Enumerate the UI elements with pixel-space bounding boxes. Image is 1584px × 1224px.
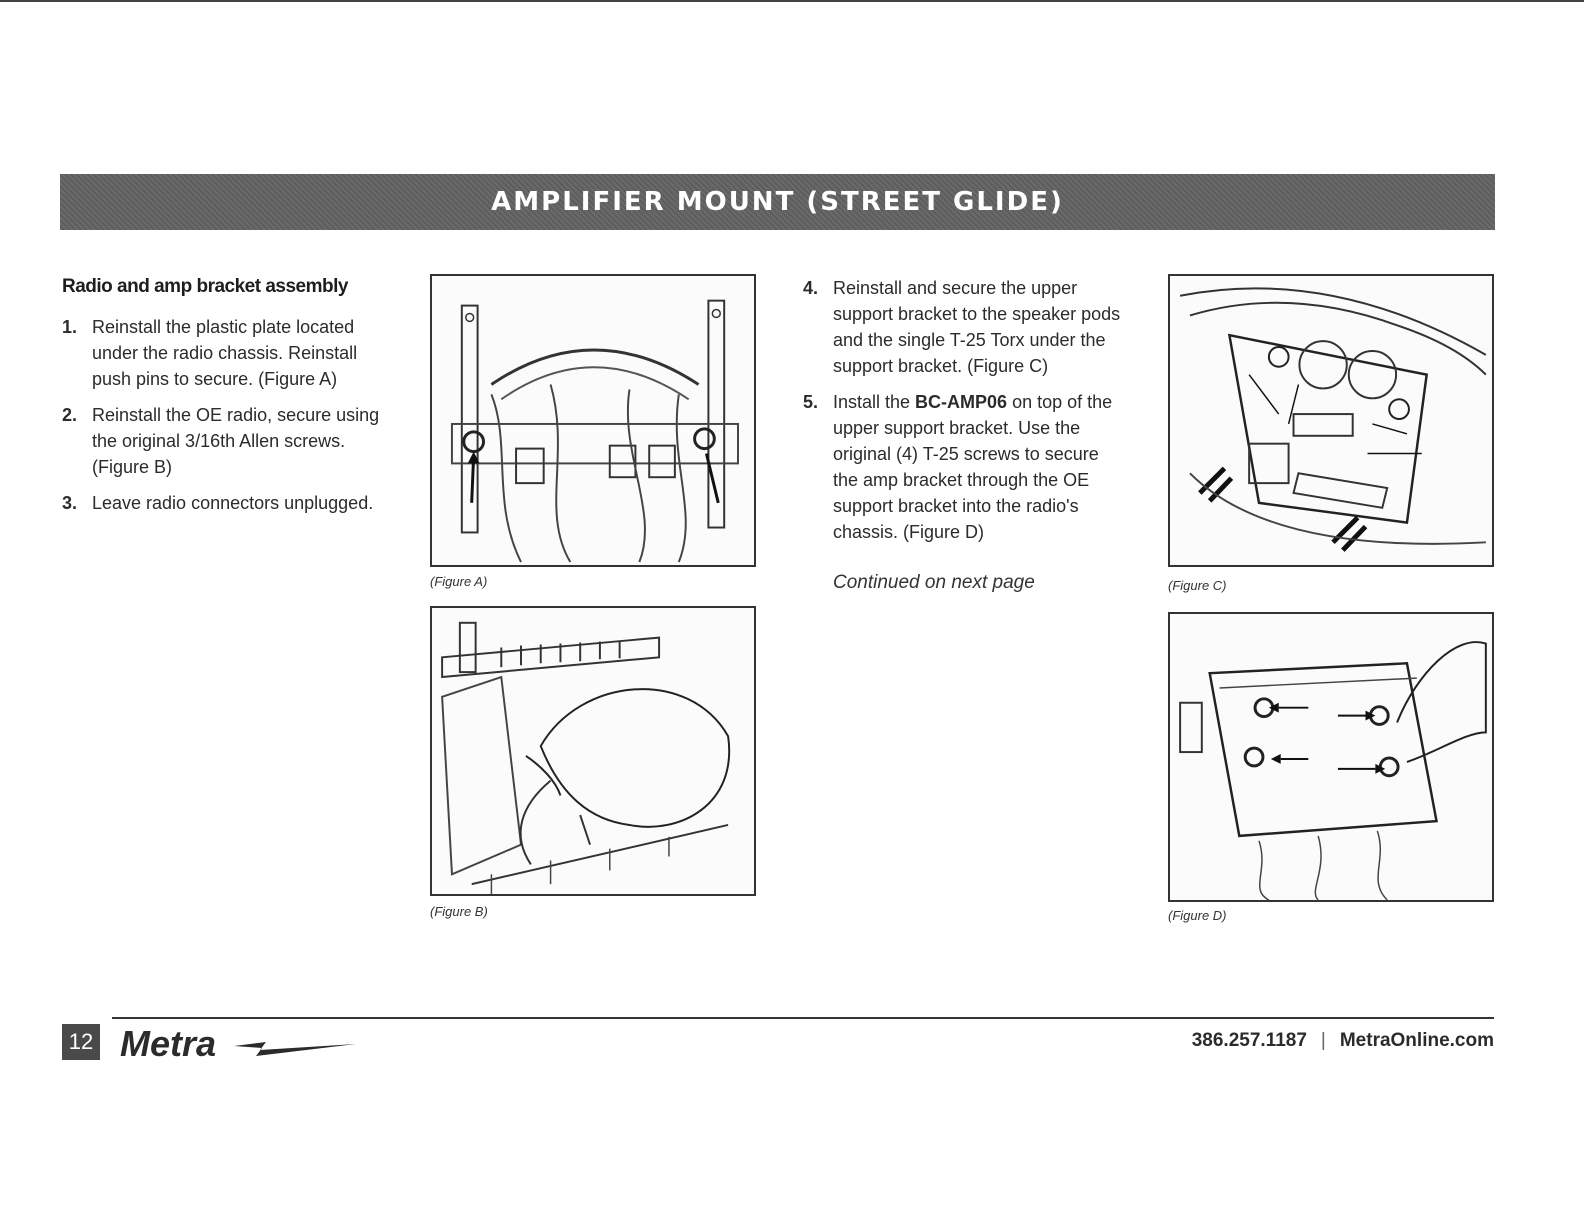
logo-text: Metra	[120, 1023, 217, 1064]
step-number: 2.	[62, 405, 78, 425]
section-heading: Radio and amp bracket assembly	[62, 276, 348, 297]
continued-note: Continued on next page	[833, 572, 1035, 593]
figure-b-caption: (Figure B)	[430, 904, 488, 919]
website-link[interactable]: MetraOnline.com	[1339, 1030, 1494, 1051]
figure-a-caption: (Figure A)	[430, 574, 488, 589]
step-text: Reinstall and secure the upper support bracket to the speaker pods and the single T-25 Torx under the support bracket. (Figure C)	[833, 278, 1121, 376]
figure-d-illustration	[1170, 614, 1492, 900]
figure-b-image	[430, 606, 756, 896]
step-text: Leave radio connectors unplugged.	[92, 493, 374, 513]
figure-d-image	[1168, 612, 1494, 902]
step-text: Reinstall the OE radio, secure using the original 3/16th Allen screws. (Figure B)	[92, 405, 380, 477]
step-number: 5.	[803, 392, 819, 412]
figure-c-caption: (Figure C)	[1168, 578, 1227, 593]
figure-d-caption: (Figure D)	[1168, 908, 1227, 923]
step-number: 1.	[62, 317, 78, 337]
step-2	[62, 402, 387, 480]
footer-divider	[112, 1017, 1494, 1019]
contact-separator: |	[1320, 1030, 1326, 1051]
step-number: 3.	[62, 493, 78, 513]
part-number: BC-AMP06	[915, 392, 1008, 412]
step-text-after: on top of the upper support bracket. Use the original (4) T-25 screws to secure the amp bracket through the OE support bracket into the radio's chassis. (Figure D)	[833, 392, 1113, 542]
step-5	[803, 389, 1128, 545]
figure-a-image	[430, 274, 756, 567]
footer-contact	[1192, 1030, 1494, 1052]
figure-c-image	[1168, 274, 1494, 567]
step-1	[62, 314, 387, 392]
figure-b-illustration	[432, 608, 754, 894]
metra-logo	[116, 1022, 361, 1066]
section-banner	[60, 174, 1495, 230]
step-text-before: Install the	[833, 392, 916, 412]
left-steps-list	[62, 314, 387, 526]
figure-a-illustration	[432, 276, 754, 565]
page-number: 12	[68, 1029, 94, 1054]
step-number: 4.	[803, 278, 819, 298]
phone-number: 386.257.1187	[1191, 1030, 1307, 1051]
step-3	[62, 490, 387, 516]
right-steps-list	[803, 275, 1128, 555]
banner-title: AMPLIFIER MOUNT (STREET GLIDE)	[491, 187, 1064, 217]
figure-c-illustration	[1170, 276, 1492, 565]
page-number-badge	[62, 1024, 100, 1060]
top-border	[0, 0, 1584, 2]
step-text: Reinstall the plastic plate located under the radio chassis. Reinstall push pins to secure. (Figure A)	[92, 317, 358, 389]
step-4	[803, 275, 1128, 379]
